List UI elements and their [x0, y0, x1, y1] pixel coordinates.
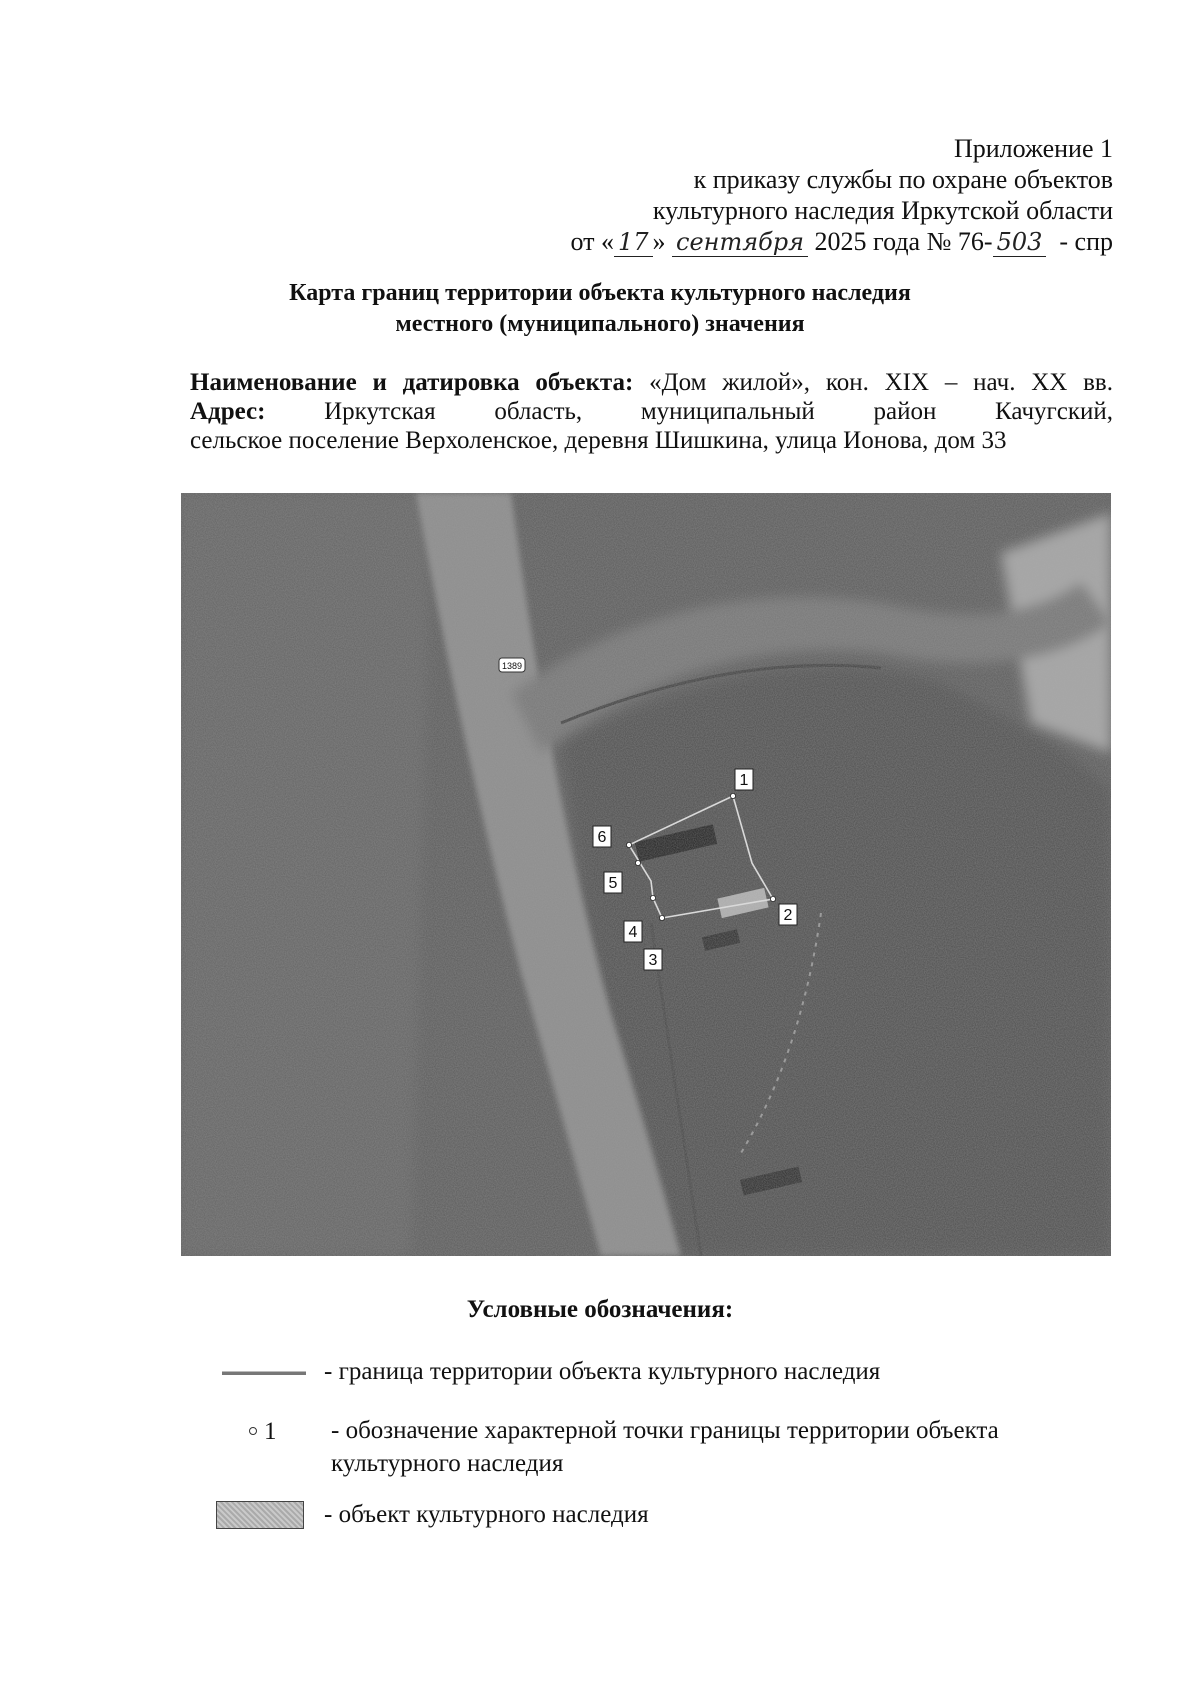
object-info [190, 368, 1113, 455]
document-header [570, 133, 1113, 258]
boundary-point [635, 860, 640, 865]
boundary-point [770, 896, 775, 901]
address-line-2: сельское поселение Верхоленское, деревня Шишкина, улица Ионова, дом 33 [190, 427, 1007, 454]
order-authority: культурного наследия Иркутской области [652, 196, 1113, 225]
address-word: муниципальный [640, 398, 815, 425]
order-reference: к приказу службы по охране объектов [693, 165, 1113, 194]
handwritten-day: 17 [614, 228, 653, 257]
legend-object-text: - объект культурного наследия [324, 1501, 649, 1528]
point-label-6: 6 [597, 829, 607, 846]
point-symbol [249, 1427, 257, 1435]
point-label-5: 5 [608, 875, 618, 892]
address-word: район [873, 398, 937, 425]
boundary-line-symbol [222, 1371, 306, 1375]
legend-title: Условные обозначения: [466, 1296, 734, 1323]
title-line-2: местного (муниципального) значения [395, 311, 805, 337]
legend-point-text-1: - обозначение характерной точки границы территории объекта [331, 1417, 999, 1444]
address-row [190, 397, 1113, 426]
noise-overlay [181, 493, 1111, 1256]
object-symbol [216, 1501, 304, 1529]
order-year-number: 2025 года № 76- [814, 227, 993, 256]
date-prefix: от « [570, 227, 614, 256]
order-suffix: - спр [1059, 227, 1113, 256]
address-word: Качугский, [995, 398, 1114, 425]
object-name-label: Наименование и датировка объекта: [190, 369, 634, 396]
object-name-row [190, 368, 1113, 397]
point-label-4: 4 [628, 924, 638, 941]
point-symbol-number: 1 [264, 1418, 277, 1445]
boundary-point [626, 842, 631, 847]
object-name-value: «Дом жилой», кон. XIX – нач. XX вв. [649, 369, 1113, 396]
boundary-point [730, 793, 735, 798]
road-number: 1389 [501, 661, 523, 671]
point-label-1: 1 [739, 772, 749, 789]
order-date-line [570, 226, 1113, 258]
address-word: область, [494, 398, 583, 425]
address-word: Иркутская [324, 398, 436, 425]
boundary-point [659, 915, 664, 920]
title-line-1: Карта границ территории объекта культурного наследия [289, 280, 911, 306]
handwritten-month: сентября [672, 228, 808, 257]
road-number-badge [499, 658, 525, 672]
legend-boundary-text: - граница территории объекта культурного наследия [324, 1358, 881, 1385]
legend-point-text-2: культурного наследия [331, 1450, 564, 1477]
appendix-label: Приложение 1 [953, 134, 1113, 163]
map-svg [181, 493, 1111, 1256]
document-title [0, 278, 1200, 340]
address-label: Адрес: [190, 398, 266, 425]
satellite-map [181, 493, 1111, 1256]
date-quote: » [652, 227, 666, 256]
point-label-2: 2 [783, 907, 793, 924]
boundary-point [650, 895, 655, 900]
point-label-3: 3 [648, 952, 658, 969]
handwritten-number: 503 [993, 228, 1047, 257]
